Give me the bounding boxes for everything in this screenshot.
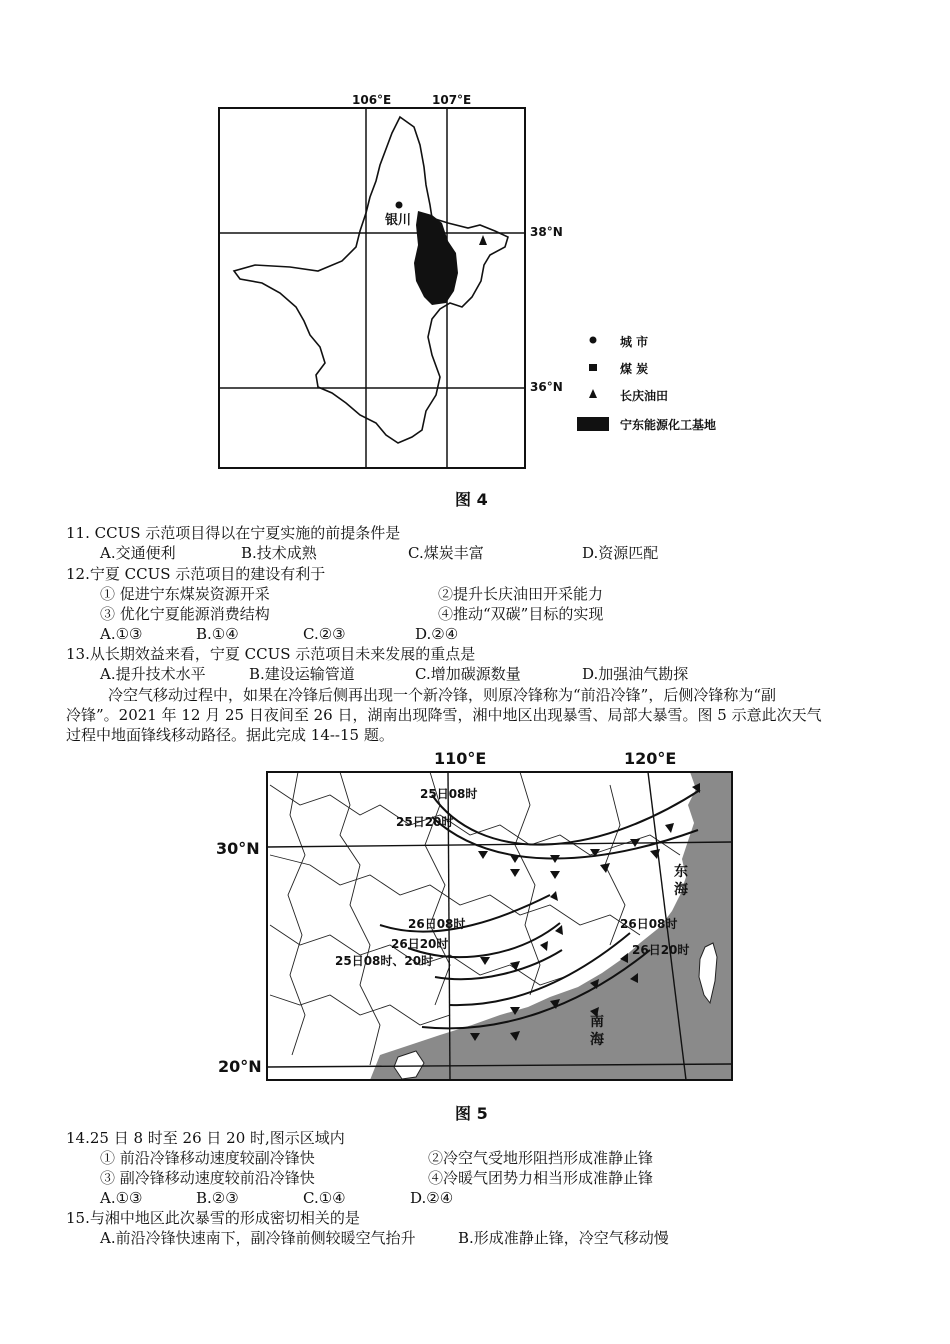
q15-option-b: B.形成准静止锋，冷空气移动慢 [458,1229,669,1247]
label-front-26-20-west: 26日20时 [391,937,449,951]
q11-option-c: C.煤炭丰富 [408,544,484,562]
q14-statement-2: ②冷空气受地形阻挡形成准静止锋 [428,1149,654,1167]
figure-5 [210,745,750,1090]
q12-stem: 12.宁夏 CCUS 示范项目的建设有利于 [66,565,326,583]
legend-coal-symbol [589,364,597,371]
label-front-26-08-west: 26日08时 [408,917,466,931]
q11-option-a: A.交通便利 [100,544,176,562]
q11-option-b: B.技术成熟 [241,544,317,562]
label-110e: 110°E [434,749,487,768]
figure-5-caption: 图 5 [455,1104,488,1123]
figure-4-caption: 图 4 [455,490,488,509]
legend-base-label: 宁东能源化工基地 [620,418,717,432]
label-120e: 120°E [624,749,677,768]
label-30n: 30°N [216,839,260,858]
label-front-25-20: 25日20时 [396,815,454,829]
legend-oilfield-label: 长庆油田 [620,389,669,403]
label-south-sea: 南海 [590,1014,604,1048]
label-36n: 36°N [530,380,563,394]
label-front-26-20-east: 26日20时 [632,943,690,957]
legend-oilfield-symbol [589,389,597,398]
q12-statement-4: ④推动“双碳”目标的实现 [438,605,604,623]
q14-option-a: A.①③ [100,1189,143,1207]
q12-option-a: A.①③ [100,625,143,643]
q14-option-b: B.②③ [196,1189,239,1207]
label-front-26-08-east: 26日08时 [620,917,678,931]
q14-statement-1: ① 前沿冷锋移动速度较副冷锋快 [100,1149,315,1167]
label-20n: 20°N [218,1057,262,1076]
q12-statement-3: ③ 优化宁夏能源消费结构 [100,605,270,623]
q12-option-b: B.①④ [196,625,239,643]
legend-coal-label: 煤 炭 [620,362,649,376]
label-east-sea: 东海 [674,864,688,898]
oilfield-marker [479,235,487,245]
ningxia-outline [234,117,508,443]
label-front-25-08: 25日08时 [420,787,478,801]
q14-stem: 14.25 日 8 时至 26 日 20 时,图示区域内 [66,1129,345,1147]
passage-line-1: 冷空气移动过程中，如果在冷锋后侧再出现一个新冷锋，则原冷锋称为“前沿冷锋”，后侧冷锋称为“副 [108,686,777,704]
q15-option-a: A.前沿冷锋快速南下，副冷锋前侧较暖空气抬升 [100,1229,416,1247]
q14-statement-3: ③ 副冷锋移动速度较前沿冷锋快 [100,1169,315,1187]
q12-option-d: D.②④ [415,625,459,643]
label-38n: 38°N [530,225,563,239]
legend-city-symbol [590,337,597,344]
q12-statement-2: ②提升长庆油田开采能力 [438,585,604,603]
q14-option-c: C.①④ [303,1189,346,1207]
q12-option-c: C.②③ [303,625,346,643]
figure-4 [200,85,760,480]
q11-option-d: D.资源匹配 [582,544,659,562]
label-107e: 107°E [432,93,472,107]
q13-option-d: D.加强油气勘探 [582,665,689,683]
q14-option-d: D.②④ [410,1189,454,1207]
legend-base-symbol [577,417,609,431]
passage-line-2: 冷锋”。2021 年 12 月 25 日夜间至 26 日，湖南出现降雪，湘中地区出现暴雪、局部大暴雪。图 5 示意此次天气 [66,706,822,724]
q11-stem: 11. CCUS 示范项目得以在宁夏实施的前提条件是 [66,524,401,542]
q13-stem: 13.从长期效益来看，宁夏 CCUS 示范项目未来发展的重点是 [66,645,476,663]
map-frame [219,108,525,468]
label-106e: 106°E [352,93,392,107]
q13-option-b: B.建设运输管道 [249,665,355,683]
q13-option-c: C.增加碳源数量 [415,665,521,683]
city-dot [396,202,403,209]
label-yinchuan: 银川 [385,213,412,228]
q15-stem: 15.与湘中地区此次暴雪的形成密切相关的是 [66,1209,360,1227]
q13-option-a: A.提升技术水平 [100,665,206,683]
ningdong-base [414,211,458,305]
q14-statement-4: ④冷暖气团势力相当形成准静止锋 [428,1169,654,1187]
legend-city-label: 城 市 [620,335,649,349]
passage-line-3: 过程中地面锋线移动路径。据此完成 14--15 题。 [66,726,394,744]
label-front-25-08-20: 25日08时、20时 [335,954,434,968]
q12-statement-1: ① 促进宁东煤炭资源开采 [100,585,270,603]
